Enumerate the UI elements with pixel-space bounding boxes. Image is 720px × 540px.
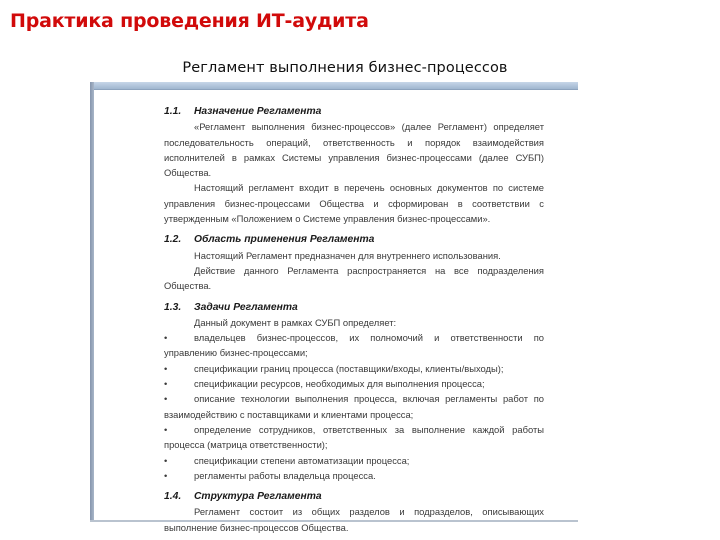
slide-title: Практика проведения ИТ-аудита	[10, 10, 369, 32]
bullet-icon: •	[164, 378, 168, 390]
section-number: 1.2.	[164, 234, 182, 246]
list-item: • определение сотрудников, ответственных за выполнение каждой работы процесса (матрица ответственности);	[164, 423, 544, 451]
section-title: Назначение Регламента	[194, 106, 322, 117]
section-title: Структура Регламента	[194, 491, 322, 503]
paragraph: Настоящий Регламент предназначен для внутреннего использования.	[194, 249, 501, 261]
list-item: • владельцев бизнес-процессов, их полномочий и ответственности по управлению бизнес-процессами;	[164, 332, 544, 359]
section-title: Область применения Регламента	[194, 234, 375, 246]
list-item: • регламенты работы владельца процесса.	[164, 468, 544, 483]
document-body	[164, 102, 544, 535]
list-item: • спецификации степени автоматизации процесса;	[164, 453, 544, 468]
section-number: 1.3.	[164, 301, 182, 313]
section-heading-1-2	[164, 232, 544, 247]
paragraph: Настоящий регламент входит в перечень основных документов по системе управления бизнес-процессами Общества и сформирован в соответствии с утвержденным «Положением о Системе управления бизнес-процессами».	[164, 182, 544, 225]
list-item: • спецификации ресурсов, необходимых для выполнения процесса;	[164, 376, 544, 391]
bullet-icon: •	[164, 362, 168, 374]
list-item: • спецификации границ процесса (поставщики/входы, клиенты/выходы);	[164, 361, 544, 376]
bullet-icon: •	[164, 393, 168, 405]
paragraph: Действие данного Регламента распространяется на все подразделения Общества.	[164, 264, 544, 292]
section-heading-1-4	[164, 489, 544, 504]
frame-left-border	[90, 82, 94, 522]
section-number: 1.4.	[164, 491, 182, 503]
paragraph: Регламент состоит из общих разделов и подразделов, описывающих выполнение бизнес-процессов Общества.	[164, 506, 544, 533]
paragraph: «Регламент выполнения бизнес-процессов» (далее Регламент) определяет последовательность операций, ответственность и порядок взаимодействия исполнителей в рамках Системы управления бизнес-процессами (далее СУБП) Общества.	[164, 121, 544, 179]
section-heading-1-3	[164, 300, 544, 315]
list-item: • описание технологии выполнения процесса, включая регламенты работ по взаимодействию с поставщиками и клиентами процесса;	[164, 393, 544, 420]
bullet-icon: •	[164, 423, 168, 435]
document-screenshot-frame	[90, 82, 578, 533]
paragraph: Данный документ в рамках СУБП определяет:	[194, 316, 397, 328]
slide-subtitle: Регламент выполнения бизнес-процессов	[182, 60, 508, 76]
frame-top-bar	[90, 82, 578, 90]
section-heading-1-1	[164, 104, 544, 119]
bullet-icon: •	[164, 469, 168, 481]
section-number: 1.1.	[164, 106, 182, 117]
bullet-icon: •	[164, 332, 168, 344]
bullet-icon: •	[164, 454, 168, 466]
section-title: Задачи Регламента	[194, 301, 298, 313]
